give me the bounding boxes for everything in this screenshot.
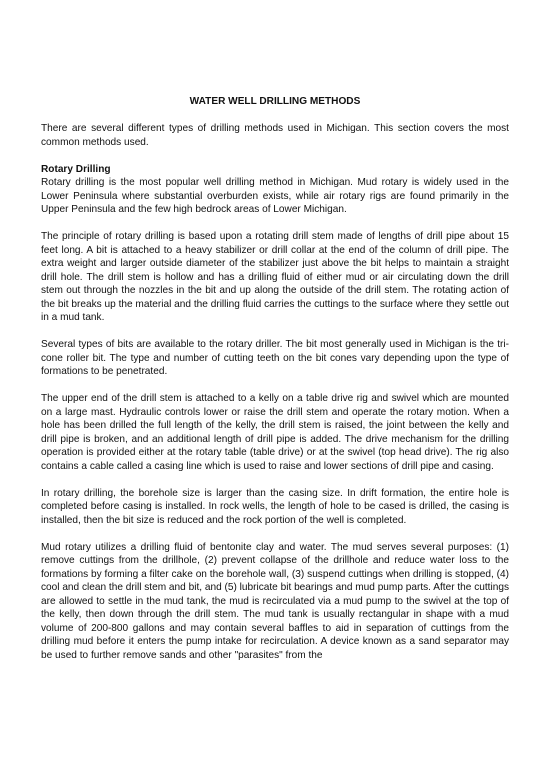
section-heading-rotary-drilling: Rotary Drilling bbox=[41, 163, 111, 175]
body-paragraph: The upper end of the drill stem is attached to a kelly on a table drive rig and swivel which are mounted on a large mast. Hydraulic controls lower or raise the drill stem and operate the rotary motion. When a hole has been drilled the full length of the kelly, the drill stem is raised, the joint between the kelly and drill pipe is broken, and an additional length of drill pipe is added. The drive mechanism for the drilling operation is provided either at the rotary table (table drive) or at the swivel (top head drive). The rig also contains a cable called a casing line which is used to raise and lower sections of drill pipe and casing. bbox=[41, 393, 509, 472]
body-paragraph: The principle of rotary drilling is based upon a rotating drill stem made of lengths of drill pipe about 15 feet long. A bit is attached to a heavy stabilizer or drill collar at the end of the column of drill pipe. The extra weight and larger outside diameter of the stabilizer just above the bit helps to maintain a straight drill hole. The drill stem is hollow and has a drilling fluid of either mud or air circulating down the drill stem out through the nozzles in the bit and up along the outside of the drill stem. The rotating action of the bit breaks up the material and the drilling fluid carries the cuttings to the surface where they settle out in a mud tank. bbox=[41, 231, 509, 323]
intro-paragraph: There are several different types of drilling methods used in Michigan. This section covers the most common methods used. bbox=[41, 123, 509, 148]
body-paragraph: Mud rotary utilizes a drilling fluid of bentonite clay and water. The mud serves several purposes: (1) remove cuttings from the drillhole, (2) prevent collapse of the drillhole and reduce water loss to the formations by forming a filter cake on the borehole wall, (3) suspend cuttings when drilling is stopped, (4) cool and clean the drill stem and bit, and (5) lubricate bit bearings and mud pump parts. After the cuttings are allowed to settle in the mud tank, the mud is recirculated via a mud pump to the swivel at the top of the kelly, then down through the drill stem. The mud tank is usually rectangular in shape with a mud volume of 200-800 gallons and may contain several baffles to aid in separation of cuttings from the drilling mud before it enters the pump intake for recirculation. A device known as a sand separator may be used to further remove sands and other "parasites" from the bbox=[41, 541, 509, 661]
body-paragraph: Rotary drilling is the most popular well drilling method in Michigan. Mud rotary is widely used in the Lower Peninsula where substantial overburden exists, while air rotary rigs are found primarily in the Upper Peninsula and the few high bedrock areas of Lower Michigan. bbox=[41, 177, 509, 215]
body-paragraph: In rotary drilling, the borehole size is larger than the casing size. In drift formation, the entire hole is completed before casing is installed. In rock wells, the length of hole to be cased is drilled, the casing is installed, then the bit size is reduced and the rock portion of the well is completed. bbox=[41, 487, 509, 526]
body-paragraph: Several types of bits are available to the rotary driller. The bit most generally used in Michigan is the tri-cone roller bit. The type and number of cutting teeth on the bit cones vary depending upon the type of formations to be penetrated. bbox=[41, 339, 509, 377]
page-title: WATER WELL DRILLING METHODS bbox=[189, 96, 361, 107]
document-page bbox=[41, 95, 509, 676]
